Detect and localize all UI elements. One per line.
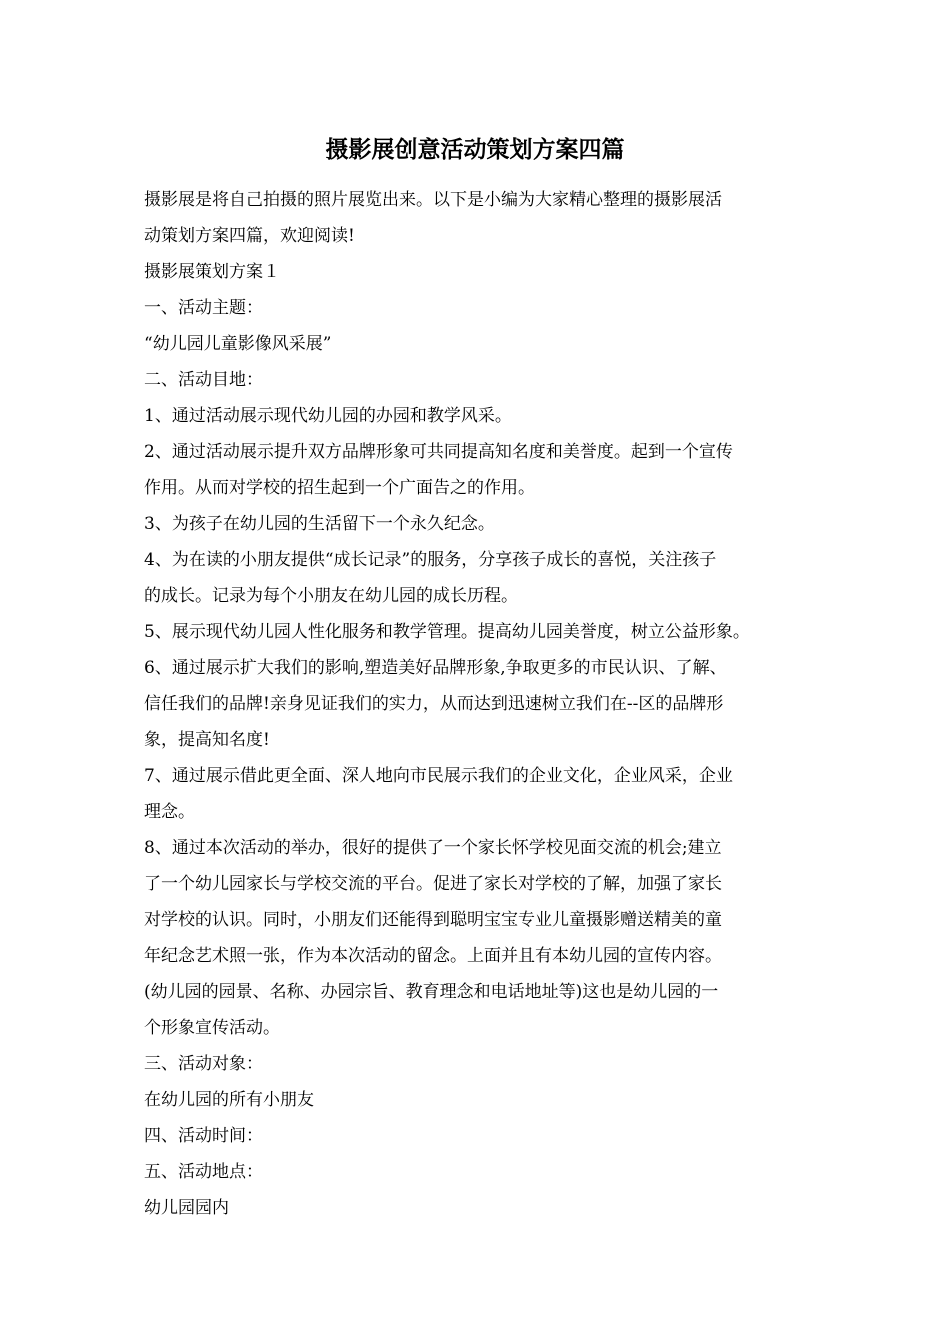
text-line: 1、通过活动展示现代幼儿园的办园和教学风采。 [144, 406, 512, 426]
paragraph [144, 1154, 812, 1190]
text-line: 动策划方案四篇，欢迎阅读! [144, 226, 355, 246]
text-line: 三、活动对象： [144, 1054, 263, 1074]
paragraph [144, 398, 812, 434]
text-line: 理念。 [144, 802, 195, 822]
paragraph [144, 506, 812, 542]
text-line: 4、为在读的小朋友提供“成长记录”的服务，分享孩子成长的喜悦，关注孩子 [144, 550, 717, 570]
text-line: 二、活动目地： [144, 370, 263, 390]
paragraph [144, 1046, 812, 1082]
text-line: 5、展示现代幼儿园人性化服务和教学管理。提高幼儿园美誉度，树立公益形象。 [144, 622, 750, 642]
paragraph [144, 434, 812, 506]
text-line: 年纪念艺术照一张，作为本次活动的留念。上面并且有本幼儿园的宣传内容。 [144, 946, 722, 966]
text-line: 在幼儿园的所有小朋友 [144, 1090, 314, 1110]
text-line: 五、活动地点： [144, 1162, 263, 1182]
document-title: 摄影展创意活动策划方案四篇 [325, 136, 625, 163]
text-line: 个形象宣传活动。 [144, 1018, 280, 1038]
paragraph [144, 614, 812, 650]
text-line: 信任我们的品牌!亲身见证我们的实力，从而达到迅速树立我们在--区的品牌形 [144, 694, 724, 714]
paragraph [144, 830, 812, 1046]
text-line: 幼儿园园内 [144, 1198, 229, 1218]
text-line: “幼儿园儿童影像风采展” [144, 334, 332, 354]
text-line: 6、通过展示扩大我们的影响,塑造美好品牌形象,争取更多的市民认识、了解、 [144, 658, 727, 678]
paragraph [144, 254, 812, 290]
text-line: (幼儿园的园景、名称、办园宗旨、教育理念和电话地址等)这也是幼儿园的一 [144, 982, 719, 1002]
text-line: 2、通过活动展示提升双方品牌形象可共同提高知名度和美誉度。起到一个宣传 [144, 442, 733, 462]
paragraph [144, 542, 812, 614]
paragraph [144, 1082, 812, 1118]
text-line: 作用。从而对学校的招生起到一个广面告之的作用。 [144, 478, 535, 498]
paragraph [144, 1118, 812, 1154]
text-line: 摄影展策划方案１ [144, 262, 280, 282]
paragraph [144, 758, 812, 830]
text-line: 摄影展是将自己拍摄的照片展览出来。以下是小编为大家精心整理的摄影展活 [144, 190, 722, 210]
paragraph [144, 362, 812, 398]
text-line: 一、活动主题： [144, 298, 263, 318]
paragraph [144, 1190, 812, 1226]
paragraph [144, 326, 812, 362]
paragraph [144, 650, 812, 758]
text-line: 8、通过本次活动的举办，很好的提供了一个家长怀学校见面交流的机会;建立 [144, 838, 722, 858]
paragraph [144, 182, 812, 254]
text-line: 了一个幼儿园家长与学校交流的平台。促进了家长对学校的了解，加强了家长 [144, 874, 722, 894]
text-line: 对学校的认识。同时，小朋友们还能得到聪明宝宝专业儿童摄影赠送精美的童 [144, 910, 722, 930]
text-line: 7、通过展示借此更全面、深人地向市民展示我们的企业文化，企业风采，企业 [144, 766, 733, 786]
paragraph [144, 290, 812, 326]
text-line: 3、为孩子在幼儿园的生活留下一个永久纪念。 [144, 514, 495, 534]
text-line: 的成长。记录为每个小朋友在幼儿园的成长历程。 [144, 586, 518, 606]
text-line: 四、活动时间： [144, 1126, 263, 1146]
document-body [144, 182, 812, 1226]
text-line: 象，提高知名度! [144, 730, 270, 750]
